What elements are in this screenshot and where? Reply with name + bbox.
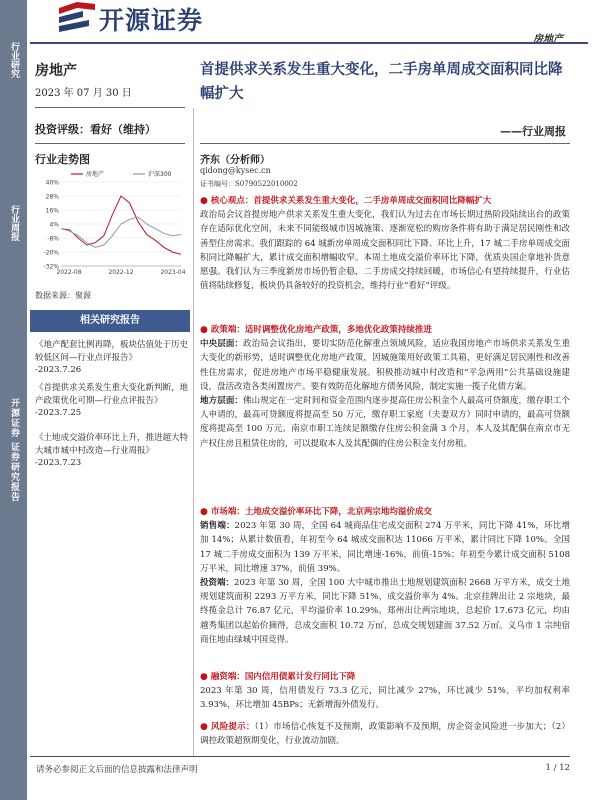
y-tick-label: 28% (45, 193, 59, 201)
header (55, 0, 575, 45)
legend-label: 沪深300 (148, 171, 172, 178)
sidebar-top-label: 行业研究 (9, 42, 19, 78)
x-tick-label: 2022-12 (108, 269, 134, 276)
section-body: 投资端：2023 年第 30 周，全国 100 大中城市推出土地规划建筑面积 2668 万平方米，成交土地规划建筑面积 2293 万平方米，同比下降 51%，成交溢价率为 4%。北京挂牌出让 2 宗地块，最终揽金总计 76.87 亿元，平均溢价率 10.29%。郑州出让两宗地块，总起价 17.673 亿元，均由越秀集团以起始价摘得，总成交面积 10.72 万㎡，总成交规划建面 37.52 万㎡。义乌市 1 宗纯宿商住地由绿城中国竞得。 (200, 578, 570, 645)
industry-trend-chart (35, 168, 185, 286)
main-divider (200, 143, 570, 144)
chart-source: 数据来源：聚源 (35, 291, 91, 300)
chart-title: 行业走势图 (35, 153, 90, 166)
related-report-item[interactable]: 《地产配套比例再降，板块估值处于历史较低区间—行业点评报告》 -2023.7.26 (35, 340, 189, 375)
bullet-icon: ● (200, 196, 208, 206)
report-title: 首提供求关系发生重大变化，二手房单周成交面积同比降幅扩大 (200, 61, 563, 102)
section-market (200, 505, 570, 647)
section-body: 政治局会议首提房地产供求关系发生重大变化，我们认为过去在市场长期过热阶段陆续出台的政策存在适际优化空间，未来不同能级城市因城施策、逐渐宽松的购房条件将有助于满足居民刚性和改善型住房需求。我们跟踪的 64 城新房单周成交面积同比下降、环比上升，17 城二手房单周成交面积同比降幅扩大，累计成交面积增幅收窄。本周土地成交溢价率环比下降，优质央国企拿地补货意愿强。我们认为三季度新房市场仍暂企稳，二手房成交持续回暖，市场信心有望持续提升，行业估值将陆续修复，板块仍具备较好的投资机会，维持行业“看好”评级。 (200, 210, 570, 292)
section-body: ● 风险提示：（1）市场信心恢复不及预期，政策影响不及预期，房企资金风险进一步加大；（2）调控政策超预期变化，行业流动加剧。 (200, 722, 570, 747)
series-line (61, 196, 181, 254)
section-core-view (200, 194, 570, 293)
sidebar (0, 0, 27, 800)
logo (55, 0, 203, 38)
bullet-icon: ● (200, 672, 208, 682)
footer-divider (30, 756, 570, 757)
author-cert: 证书编号：S0790522010002 (200, 180, 298, 188)
y-tick-label: 16% (45, 207, 59, 215)
column-divider (193, 108, 194, 756)
bullet-icon: ● (200, 507, 208, 517)
left-divider-1 (35, 107, 185, 108)
section-financing (200, 670, 570, 713)
chart-svg (35, 168, 185, 286)
x-tick-label: 2023-04 (160, 269, 185, 276)
sidebar-bottom-label: 开源证券 证券研究报告 (9, 398, 19, 503)
y-tick-label: -32% (43, 263, 59, 271)
related-reports-header: 相关研究报告 (30, 310, 190, 332)
bullet-icon: ● (200, 722, 209, 732)
sector-label: 房地产 (35, 63, 77, 79)
section-body: 2023 年第 30 周，信用债发行 73.3 亿元，同比减少 27%，环比减少 51%，平均加权利率 3.93%，环比增加 45BPs；无新增海外债发行。 (200, 686, 570, 711)
logo-mark-icon (55, 2, 97, 36)
related-report-item[interactable]: 《首提供求关系发生重大变化新判断，地产政策优化可期—行业点评报告》 -2023.7.25 (35, 383, 189, 418)
related-report-item[interactable]: 《土地成交溢价率环比上升，推进超大特大城市城中村改造—行业周报》 -2023.7.23 (35, 433, 189, 468)
author-name: 齐东（分析师） (200, 155, 270, 166)
y-tick-label: 40% (45, 179, 59, 187)
section-heading: ● 核心观点：首提供求关系发生重大变化，二手房单周成交面积同比降幅扩大 (200, 196, 492, 206)
y-tick-label: 4% (49, 221, 59, 229)
section-heading: ● 市场端：土地成交溢价率环比下降，北京两宗地均溢价成交 (200, 507, 432, 517)
series-line (61, 217, 181, 247)
legend-label: 房地产 (86, 171, 105, 178)
y-tick-label: -8% (47, 235, 59, 243)
left-divider-2 (35, 143, 185, 144)
y-tick-label: -20% (43, 249, 59, 257)
section-risk (200, 720, 570, 748)
footer (36, 763, 570, 775)
section-body: 销售端：2023 年第 30 周，全国 64 城商品住宅成交面积 274 万平米，同比下降 41%，环比增加 14%；从累计数值看，年初至今 64 城成交面积达 11066 万平米，累计同比下降 10%。全国 17 城二手房成交面积为 139 万平米，同比增速-16%，前值-15%；年初至今累计成交面积 5108 万平米，同比增速 37%，前值 39%。 (200, 521, 570, 574)
report-date: 2023 年 07 月 30 日 (35, 88, 132, 99)
x-tick-label: 2022-08 (56, 269, 82, 276)
report-type: ——行业周报 (500, 125, 566, 138)
bullet-icon: ● (200, 325, 208, 335)
investment-rating: 投资评级：看好（维持） (35, 123, 156, 136)
section-body: 中央层面：政治局会议指出，要切实防范化解重点领域风险，适应我国房地产市场供求关系发生重大变化的新形势，适时调整优化房地产政策，因城施策用好政策工具箱，更好满足居民刚性和改善性住房需求，促进房地产市场平稳健康发展。积极推动城中村改造和“平急两用”公共基础设施建设，盘活改造各类闲置房产。要有效防范化解地方债务风险，制定实施一揽子化债方案。 (200, 339, 570, 392)
page-number: 1 / 12 (545, 763, 570, 773)
sidebar-middle-label: 行业周报 (9, 205, 19, 241)
footer-disclaimer: 请务必参阅正文后面的信息披露和法律声明 (36, 765, 198, 775)
logo-text: 开源证券 (99, 6, 204, 35)
author-email[interactable]: qidong@kysec.cn (200, 166, 271, 175)
section-heading: ● 政策端：适时调整优化房地产政策，多地优化政策持续推进 (200, 325, 432, 335)
header-sector-tag: 房地产 (533, 34, 563, 45)
header-divider (30, 42, 588, 44)
section-heading: ● 融资端：国内信用债累计发行同比下降 (200, 672, 356, 682)
section-body: 地方层面：佛山规定在一定时间和资金范围内逐步提高住房公积金个人最高可贷额度，缴存职工个人申请的，最高可贷额度将提高至 50 万元，缴存职工家庭（夫妻双方）同时申请的，最高可贷额度将提高至 100 万元。南京市职工连续足额缴存住房公积金满 3 个月，本人及其配偶在南京市无产权住房且租赁住房的，可以提取本人及其配偶的住房公积金支付房租。 (200, 396, 570, 449)
section-policy (200, 323, 570, 451)
